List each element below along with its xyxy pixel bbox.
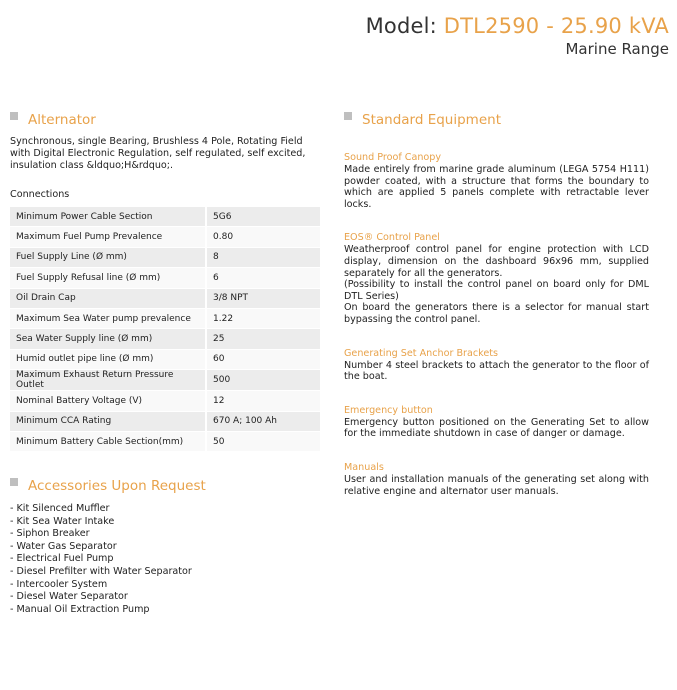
- alternator-section: [10, 112, 322, 452]
- table-row: [10, 329, 320, 349]
- standard-equipment-heading: [344, 112, 649, 128]
- model-label: Model:: [365, 14, 444, 38]
- row-label: Humid outlet pipe line (Ø mm): [10, 349, 206, 369]
- range-subtitle: Marine Range: [565, 40, 669, 58]
- row-value: 3/8 NPT: [206, 288, 320, 308]
- row-value: 5G6: [206, 207, 320, 227]
- alternator-description: Synchronous, single Bearing, Brushless 4 Pole, Rotating Field with Digital Electronic Regulation, self regulated, self excited, insulation class &ldquo;H&rdquo;.: [10, 136, 306, 171]
- model-heading: [366, 14, 669, 38]
- standard-equipment-title: Standard Equipment: [362, 112, 501, 128]
- equipment-block-text: Made entirely from marine grade aluminum (LEGA 5754 H111) powder coated, with a structure that forms the boundary to which are applied 5 panels complete with retractable lever locks.: [344, 164, 649, 210]
- row-value: 670 A; 100 Ah: [206, 411, 320, 431]
- equipment-block-text: User and installation manuals of the generating set along with relative engine and alternator user manuals.: [344, 473, 649, 497]
- row-value: 12: [206, 391, 320, 411]
- accessories-section: [10, 478, 330, 616]
- row-label: Minimum Power Cable Section: [10, 207, 206, 227]
- equipment-block-title: EOS® Control Panel: [344, 232, 440, 244]
- row-label: Sea Water Supply line (Ø mm): [10, 329, 206, 349]
- list-item: - Siphon Breaker: [10, 528, 90, 540]
- table-row: [10, 247, 320, 267]
- row-label: Minimum Battery Cable Section(mm): [10, 431, 206, 451]
- equipment-block: [344, 405, 649, 440]
- bullet-square-icon: [10, 112, 18, 120]
- row-value: 0.80: [206, 227, 320, 247]
- table-row: [10, 391, 320, 411]
- list-item: - Intercooler System: [10, 578, 108, 590]
- list-item: - Kit Silenced Muffler: [10, 503, 110, 514]
- row-label: Maximum Sea Water pump prevalence: [10, 308, 206, 328]
- equipment-block-text: Weatherproof control panel for engine protection with LCD display, dimension on the dashboard 96x96 mm, supplied separately for all the generators. (Possibility to install the control panel on board only for DML DTL Series) On board the generators there is a selector for manual start bypassing the control panel.: [344, 244, 649, 325]
- row-value: 1.22: [206, 308, 320, 328]
- equipment-blocks: [344, 152, 649, 497]
- row-value: 8: [206, 247, 320, 267]
- accessories-title: Accessories Upon Request: [28, 478, 206, 494]
- list-item: - Manual Oil Extraction Pump: [10, 603, 150, 615]
- table-row: [10, 370, 320, 391]
- table-row: [10, 227, 320, 247]
- equipment-block-text: Emergency button positioned on the Generating Set to allow for the immediate shutdown in case of danger or damage.: [344, 416, 649, 440]
- row-value: 50: [206, 431, 320, 451]
- table-row: [10, 431, 320, 451]
- equipment-block: [344, 462, 649, 497]
- list-item: - Diesel Water Separator: [10, 591, 128, 603]
- bullet-square-icon: [344, 112, 352, 120]
- row-label: Maximum Exhaust Return Pressure Outlet: [10, 370, 206, 391]
- row-label: Fuel Supply Line (Ø mm): [10, 247, 206, 267]
- list-item: - Electrical Fuel Pump: [10, 553, 114, 565]
- row-value: 25: [206, 329, 320, 349]
- equipment-block-text: Number 4 steel brackets to attach the generator to the floor of the boat.: [344, 359, 649, 383]
- accessories-heading: [10, 478, 330, 494]
- table-row: [10, 308, 320, 328]
- alternator-heading: [10, 112, 322, 128]
- row-label: Oil Drain Cap: [10, 288, 206, 308]
- table-row: [10, 411, 320, 431]
- equipment-block: [344, 348, 649, 383]
- page-header: [366, 14, 669, 58]
- row-label: Maximum Fuel Pump Prevalence: [10, 227, 206, 247]
- alternator-title: Alternator: [28, 112, 96, 128]
- equipment-block-title: Manuals: [344, 461, 384, 473]
- equipment-block-title: Generating Set Anchor Brackets: [344, 347, 499, 359]
- row-value: 6: [206, 268, 320, 288]
- table-row: [10, 288, 320, 308]
- accessories-list: [10, 503, 330, 616]
- table-row: [10, 268, 320, 288]
- row-label: Nominal Battery Voltage (V): [10, 391, 206, 411]
- row-label: Fuel Supply Refusal line (Ø mm): [10, 268, 206, 288]
- model-value: DTL2590 - 25.90 kVA: [443, 14, 669, 38]
- list-item: - Water Gas Separator: [10, 540, 117, 552]
- equipment-block-title: Emergency button: [344, 404, 433, 416]
- equipment-block: [344, 152, 649, 210]
- list-item: - Diesel Prefilter with Water Separator: [10, 565, 192, 577]
- equipment-block: [344, 232, 649, 325]
- connections-label: Connections: [10, 189, 70, 200]
- bullet-square-icon: [10, 478, 18, 486]
- list-item: - Kit Sea Water Intake: [10, 515, 115, 527]
- row-value: 500: [206, 370, 320, 391]
- connections-table: [10, 207, 320, 452]
- row-value: 60: [206, 349, 320, 369]
- standard-equipment-section: [344, 112, 649, 519]
- row-label: Minimum CCA Rating: [10, 411, 206, 431]
- equipment-block-title: Sound Proof Canopy: [344, 152, 442, 163]
- table-row: [10, 207, 320, 227]
- table-row: [10, 349, 320, 369]
